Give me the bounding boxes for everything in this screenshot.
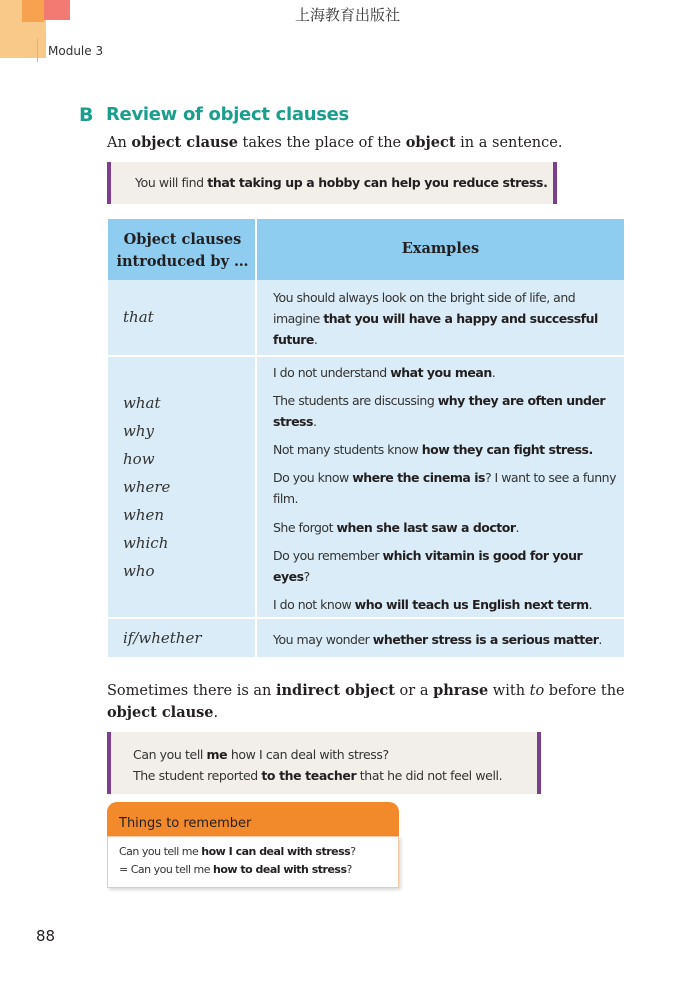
things-to-remember-box [107,836,399,888]
remember-line: Can you tell me how I can deal with stress? [119,845,356,858]
example-text: You should always look on the bright side of life, and imagine that you will have a happy and successful future. [273,290,598,347]
table-row [108,617,624,657]
body-paragraph: Sometimes there is an indirect object or a phrase with to before the object clause. [107,682,625,721]
table-header-left: Object clauses introduced by … [116,231,249,270]
page-number: 88 [36,927,56,945]
section-title: Review of object clauses [106,104,349,125]
intro-paragraph: An object clause takes the place of the object in a sentence. [107,134,563,151]
example-text: Do you know where the cinema is? I want to see a funny film. [273,470,616,506]
things-to-remember-title: Things to remember [107,802,399,836]
table-row [108,280,624,355]
table-header-right: Examples [401,240,480,257]
clause-keyword: where [123,478,171,496]
example-text: The students are discussing why they are often under stress. [273,393,606,429]
clause-keyword: why [123,422,154,440]
table-header-row [108,219,624,280]
section-letter: B [79,104,94,126]
remember-line: = Can you tell me how to deal with stress? [119,863,352,876]
example-line: Can you tell me how I can deal with stress? [133,747,389,762]
publisher-header: 上海教育出版社 [294,6,400,24]
example-text: Not many students know how they can fight stress. [273,442,593,457]
example-text: You may wonder whether stress is a serious matter. [273,632,602,647]
example-line: The student reported to the teacher that he did not feel well. [133,768,503,783]
example-text: She forgot when she last saw a doctor. [273,520,520,535]
example-box: You will find that taking up a hobby can help you reduce stress. [107,162,557,204]
module-divider [37,38,38,62]
clause-keyword: who [123,562,155,580]
clause-keyword: what [123,394,161,412]
clause-keyword: how [123,450,155,468]
clause-keyword: that [123,308,154,326]
clause-keyword: which [123,534,169,552]
table-row [108,355,624,617]
example-text: Do you remember which vitamin is good for your eyes? [273,548,583,584]
example-box [107,732,541,794]
clause-keyword: if/whether [123,629,202,647]
example-text: I do not understand what you mean. [273,365,496,380]
clause-keyword: when [123,506,165,524]
example-text: I do not know who will teach us English next term. [273,597,593,612]
module-label: Module 3 [48,44,104,58]
